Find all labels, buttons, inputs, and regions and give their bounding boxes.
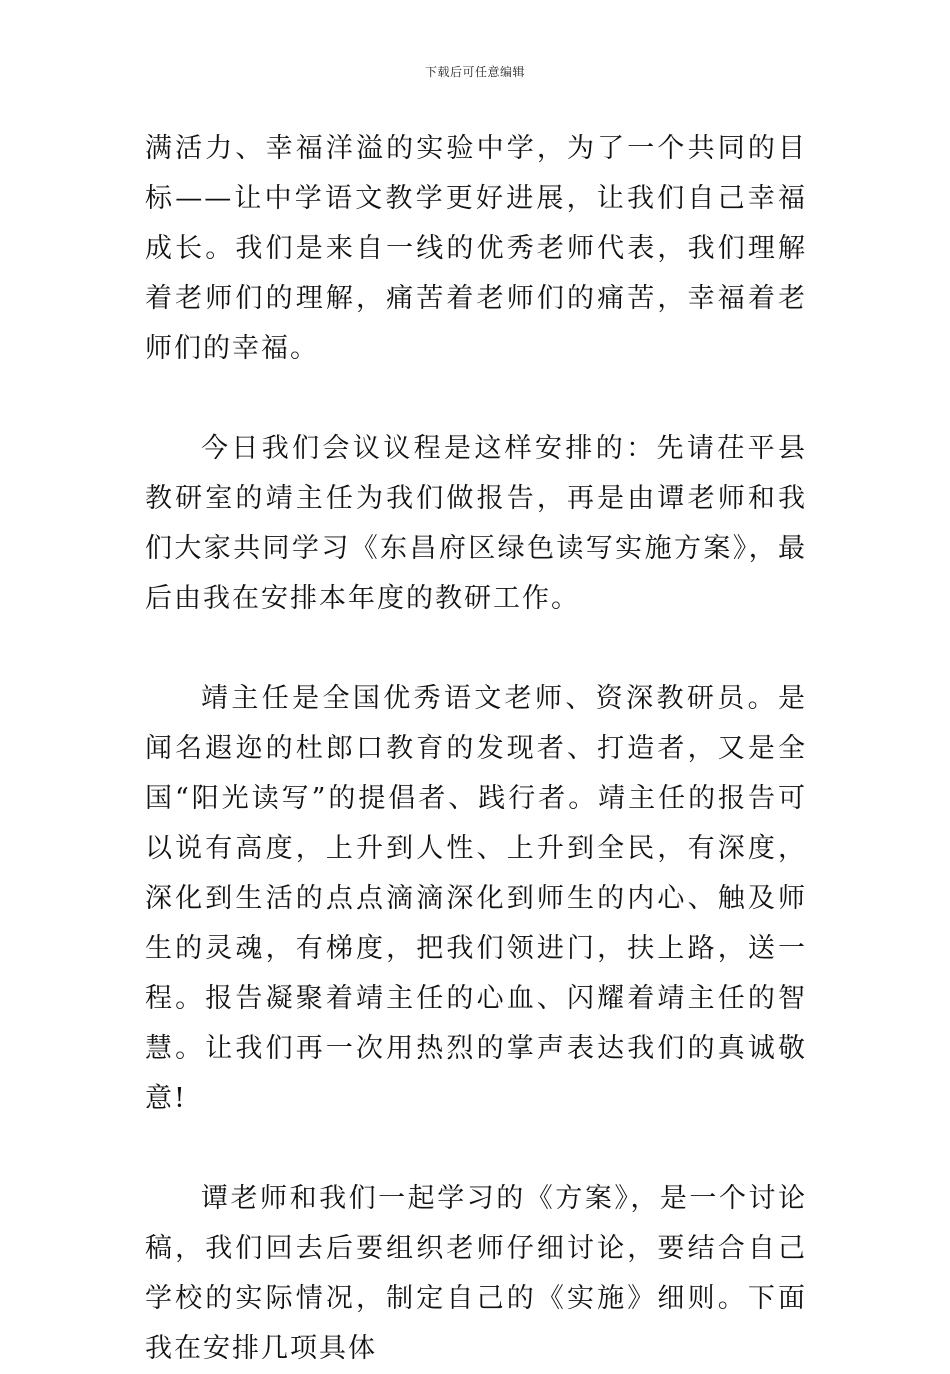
paragraph-gap [145,374,807,424]
paragraph-director-report: 靖主任是全国优秀语文老师、资深教研员。是闻名遐迩的杜郎口教育的发现者、打造者，又是全国“阳光读写”的提倡者、践行者。靖主任的报告可以说有高度，上升到人性、上升到全民，有深度，深化到生活的点点滴滴深化到师生的内心、触及师生的灵魂，有梯度，把我们领进门，扶上路，送一程。报告凝聚着靖主任的心血、闪耀着靖主任的智慧。让我们再一次用热烈的掌声表达我们的真诚敬意! [145,683,807,1114]
paragraph-opening: 满活力、幸福洋溢的实验中学，为了一个共同的目标——让中学语文教学更好进展，让我们自己幸福成长。我们是来自一线的优秀老师代表，我们理解着老师们的理解，痛苦着老师们的痛苦，幸福着老师们的幸福。 [145,133,807,364]
page-header: 下载后可任意编辑 [424,65,525,79]
paragraph-gap [145,1124,807,1174]
document-body [145,124,807,1374]
paragraph-gap [145,624,807,674]
paragraph-plan-discussion: 谭老师和我们一起学习的《方案》，是一个讨论稿，我们回去后要组织老师仔细讨论，要结合自己学校的实际情况，制定自己的《实施》细则。下面我在安排几项具体 [145,1183,807,1364]
paragraph-agenda: 今日我们会议议程是这样安排的：先请茌平县教研室的靖主任为我们做报告，再是由谭老师和我们大家共同学习《东昌府区绿色读写实施方案》，最后由我在安排本年度的教研工作。 [145,433,807,614]
